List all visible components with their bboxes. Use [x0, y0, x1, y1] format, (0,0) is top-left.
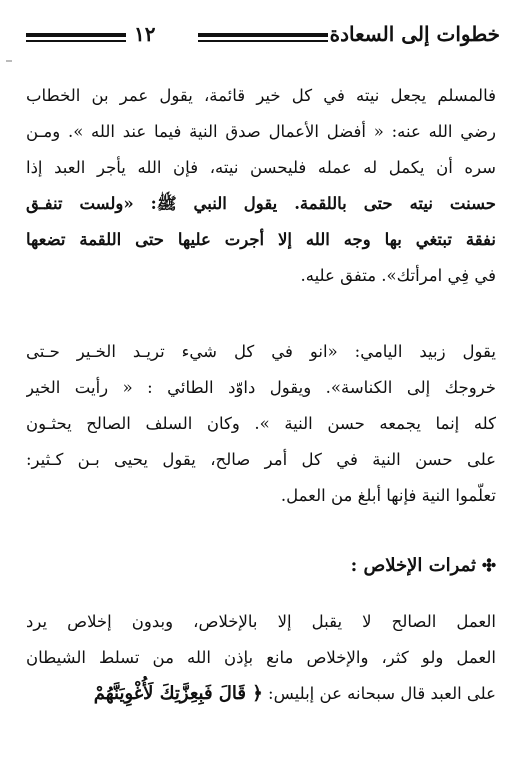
header-rule-left: [26, 33, 126, 37]
text-line: خروجك إلى الكناسة». ويقول داوّد الطائي : « رأيت الخير: [26, 378, 496, 397]
text-line: تعلّموا النية فإنها أبلغ من العمل.: [280, 486, 496, 505]
page-number: ١٢: [134, 22, 156, 46]
text-line: حسنت نيته حتى باللقمة. يقول النبي ﷺ: «ولست تنفـق: [26, 194, 496, 213]
section-heading-text: ثمرات الإخلاص :: [350, 555, 476, 576]
quran-verse: ﴿ قَالَ فَبِعِزَّتِكَ لَأُغْوِيَنَّهُمْ: [93, 683, 263, 704]
running-title: خطوات إلى السعادة: [329, 22, 500, 46]
header-rule-right: [198, 33, 328, 37]
text-line: فالمسلم يجعل نيته في كل خير قائمة، يقول عمر بن الخطاب: [26, 86, 496, 105]
text-line: نفقة تبتغي بها وجه الله إلا أجرت عليها حتى اللقمة تضعها: [26, 230, 496, 249]
paragraph-intention: [26, 78, 496, 294]
text-line: سره أن يكمل له عمله فليحسن نيته، فإن الله يأجر العبد إذا: [26, 158, 496, 177]
text-line: يقول زبيد اليامي: «انو في كل شيء تريـد الخـير حـتى: [26, 342, 496, 361]
text-line: رضي الله عنه: « أفضل الأعمال صدق النية فيما عند الله ». ومـن: [26, 122, 496, 141]
text-line: كله إنما يجمعه حسن النية ». وكان السلف الصالح يحثـون: [26, 414, 496, 433]
section-heading: [351, 553, 496, 579]
text-line: [26, 676, 496, 712]
text-line: في فِي امرأتك». متفق عليه.: [300, 266, 496, 285]
page-header: [26, 22, 500, 50]
flower-ornament-icon: [482, 558, 496, 572]
text-line: العمل الصالح لا يقبل إلا بالإخلاص، وبدون إخلاص يرد: [26, 612, 496, 631]
paragraph-salaf: [26, 334, 496, 514]
scan-mark: [6, 60, 12, 62]
paragraph-ikhlas: [26, 604, 496, 712]
text-line: على حسن النية في كل أمر صالح، يقول يحيى بـن كـثير:: [26, 450, 496, 469]
text-segment: على العبد قال سبحانه عن إبليس:: [268, 684, 496, 703]
text-line: العمل ولو كثر، والإخلاص مانع بإذن الله من تسلط الشيطان: [26, 648, 496, 667]
